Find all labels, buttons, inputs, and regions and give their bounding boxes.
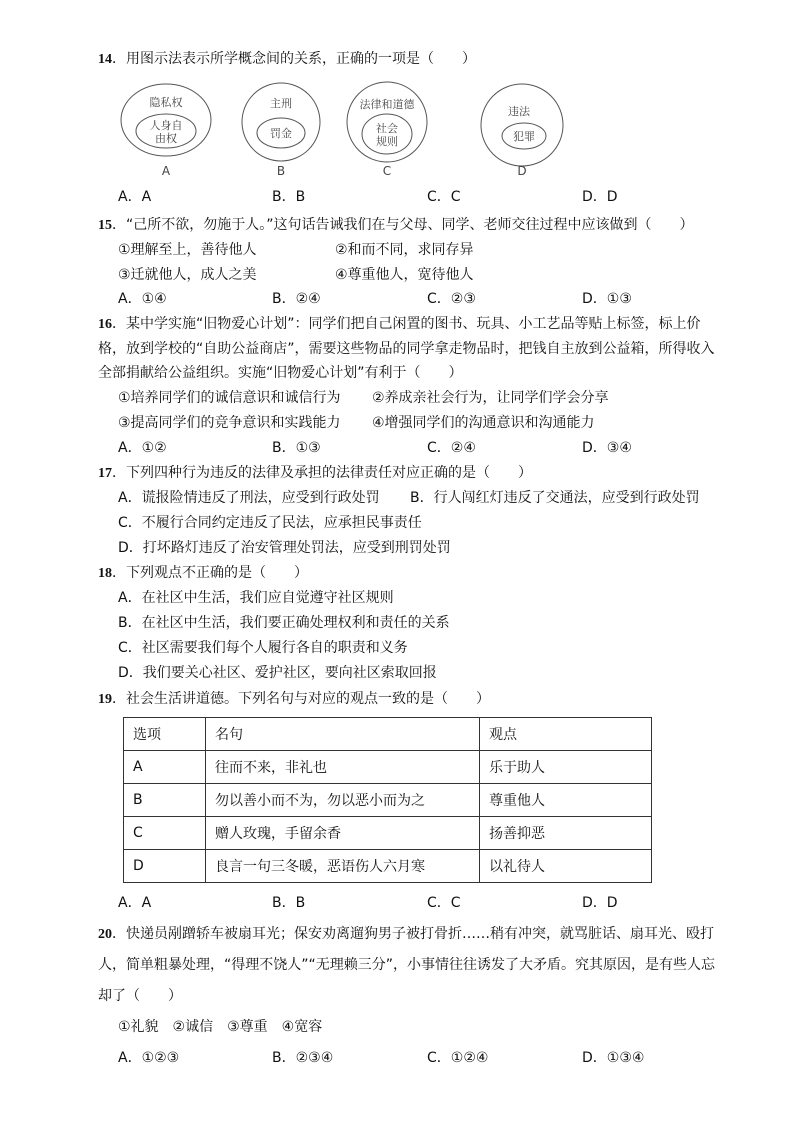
table-cell: 扬善抑恶 [480, 817, 652, 850]
statement-items: ①礼貌 ②诚信 ③尊重 ④宽容 [118, 1019, 323, 1035]
option-a[interactable]: A．①② [118, 440, 167, 456]
question-stem-line: ．某中学实施“旧物爱心计划”：同学们把自己闲置的图书、玩具、小工艺品等贴上标签，标上价 [112, 316, 701, 332]
table-row [124, 850, 652, 883]
option-a[interactable]: A．在社区中生活，我们应自觉遵守社区规则 [118, 590, 394, 606]
question-number: 15 [98, 218, 112, 233]
option-c[interactable]: C．①②④ [427, 1050, 489, 1066]
question-16 [98, 317, 701, 332]
option-d[interactable]: D．D [582, 189, 618, 205]
option-a[interactable]: A．①②③ [118, 1050, 180, 1066]
table-cell: 乐于助人 [480, 751, 652, 784]
option-d[interactable]: D．③④ [582, 440, 632, 456]
table-cell: B [124, 784, 206, 817]
table-cell: A [124, 751, 206, 784]
option-a[interactable]: A．谎报险情违反了刑法，应受到行政处罚 [118, 490, 380, 506]
option-d[interactable]: D．打坏路灯违反了治安管理处罚法，应受到刑罚处罚 [118, 540, 451, 556]
question-19 [98, 692, 490, 707]
diagram-c [347, 82, 427, 178]
concept-diagrams [118, 80, 578, 180]
question-number: 19 [98, 692, 112, 707]
diagram-outer-label: 违法 [508, 105, 530, 118]
diagram-d [481, 84, 563, 178]
table-cell: 良言一句三冬暖，恶语伤人六月寒 [206, 850, 480, 883]
table-cell: D [124, 850, 206, 883]
diagram-letter: D [517, 164, 527, 178]
statement-item: ①理解至上，善待他人 [118, 242, 257, 258]
quote-table [123, 717, 652, 883]
question-17 [98, 466, 532, 481]
table-row [124, 817, 652, 850]
table-row [124, 784, 652, 817]
table-header-cell: 名句 [206, 718, 480, 751]
table-cell: C [124, 817, 206, 850]
diagram-inner-label: 由权 [155, 132, 177, 145]
question-14 [98, 52, 476, 67]
diagram-letter: A [161, 164, 171, 178]
question-number: 14 [98, 52, 112, 67]
statement-item: ③提高同学们的竞争意识和实践能力 [118, 415, 341, 431]
diagram-inner-label: 犯罪 [513, 130, 535, 143]
diagram-inner-label: 社会 [376, 122, 398, 135]
table-cell: 赠人玫瑰，手留余香 [206, 817, 480, 850]
option-c[interactable]: C．社区需要我们每个人履行各自的职责和义务 [118, 640, 408, 656]
option-b[interactable]: B．①③ [272, 440, 321, 456]
option-a[interactable]: A．A [118, 189, 152, 205]
question-20 [98, 927, 714, 942]
question-number: 20 [98, 927, 112, 942]
question-stem: ．下列四种行为违反的法律及承担的法律责任对应正确的是（ ） [112, 465, 532, 481]
question-stem: ．下列观点不正确的是（ ） [112, 565, 308, 581]
diagram-inner-label: 规则 [376, 135, 398, 148]
option-b[interactable]: B．B [272, 189, 306, 205]
table-cell: 尊重他人 [480, 784, 652, 817]
question-stem: ．用图示法表示所学概念间的关系，正确的一项是（ ） [112, 51, 476, 67]
option-b[interactable]: B．行人闯红灯违反了交通法，应受到行政处罚 [410, 490, 700, 506]
question-stem-line: 人，简单粗暴处理，“得理不饶人”“无理赖三分”，小事情往往诱发了大矛盾。究其原因，是有些人忘 [98, 957, 716, 973]
option-d[interactable]: D．D [582, 895, 618, 911]
option-a[interactable]: A．①④ [118, 291, 167, 307]
option-b[interactable]: B．B [272, 895, 306, 911]
statement-item: ③迁就他人，成人之美 [118, 267, 257, 283]
question-stem: ．社会生活讲道德。下列名句与对应的观点一致的是（ ） [112, 691, 490, 707]
question-stem-line: 格，放到学校的“自助公益商店”，需要这些物品的同学拿走物品时，把钱自主放到公益箱，所得收入 [98, 341, 715, 357]
question-18 [98, 566, 308, 581]
diagram-outer-label: 隐私权 [149, 96, 183, 109]
question-stem-line: 全部捐献给公益组织。实施“旧物爱心计划”有利于（ ） [98, 365, 463, 381]
table-header-row [124, 718, 652, 751]
diagram-inner-label: 罚金 [270, 127, 292, 140]
table-header-cell: 选项 [124, 718, 206, 751]
question-number: 18 [98, 566, 112, 581]
option-b[interactable]: B．②④ [272, 291, 321, 307]
option-c[interactable]: C．C [427, 895, 461, 911]
question-15 [98, 218, 694, 233]
statement-item: ①培养同学们的诚信意识和诚信行为 [118, 390, 341, 406]
option-d[interactable]: D．①③④ [582, 1050, 645, 1066]
statement-item: ②养成亲社会行为，让同学们学会分享 [372, 390, 609, 406]
table-cell: 以礼待人 [480, 850, 652, 883]
statement-item: ④增强同学们的沟通意识和沟通能力 [372, 415, 595, 431]
option-c[interactable]: C．不履行合同约定违反了民法，应承担民事责任 [118, 515, 422, 531]
option-d[interactable]: D．①③ [582, 291, 632, 307]
diagram-a [121, 84, 211, 178]
option-b[interactable]: B．在社区中生活，我们要正确处理权利和责任的关系 [118, 615, 450, 631]
diagram-letter: C [382, 164, 392, 178]
diagram-letter: B [276, 164, 286, 178]
table-row [124, 751, 652, 784]
option-c[interactable]: C．②③ [427, 291, 476, 307]
statement-item: ②和而不同，求同存异 [335, 242, 474, 258]
table-header-cell: 观点 [480, 718, 652, 751]
diagram-inner-label: 人身自 [149, 119, 183, 132]
question-stem: ．“己所不欲，勿施于人。”这句话告诫我们在与父母、同学、老师交往过程中应该做到（ ） [112, 217, 694, 233]
diagram-b [242, 83, 320, 178]
diagram-outer-label: 主刑 [270, 97, 292, 110]
option-d[interactable]: D．我们要关心社区、爱护社区，要向社区索取回报 [118, 665, 437, 681]
option-c[interactable]: C．②④ [427, 440, 476, 456]
question-number: 17 [98, 466, 112, 481]
table-cell: 往而不来，非礼也 [206, 751, 480, 784]
question-number: 16 [98, 317, 112, 332]
question-stem-line: 却了（ ） [98, 988, 182, 1004]
diagram-outer-label: 法律和道德 [359, 98, 415, 111]
question-stem-line: ．快递员剐蹭轿车被扇耳光；保安劝离遛狗男子被打骨折……稍有冲突，就骂脏话、扇耳光、殴打 [112, 926, 714, 942]
option-c[interactable]: C．C [427, 189, 461, 205]
option-a[interactable]: A．A [118, 895, 152, 911]
table-cell: 勿以善小而不为，勿以恶小而为之 [206, 784, 480, 817]
option-b[interactable]: B．②③④ [272, 1050, 334, 1066]
statement-item: ④尊重他人，宽待他人 [335, 267, 474, 283]
